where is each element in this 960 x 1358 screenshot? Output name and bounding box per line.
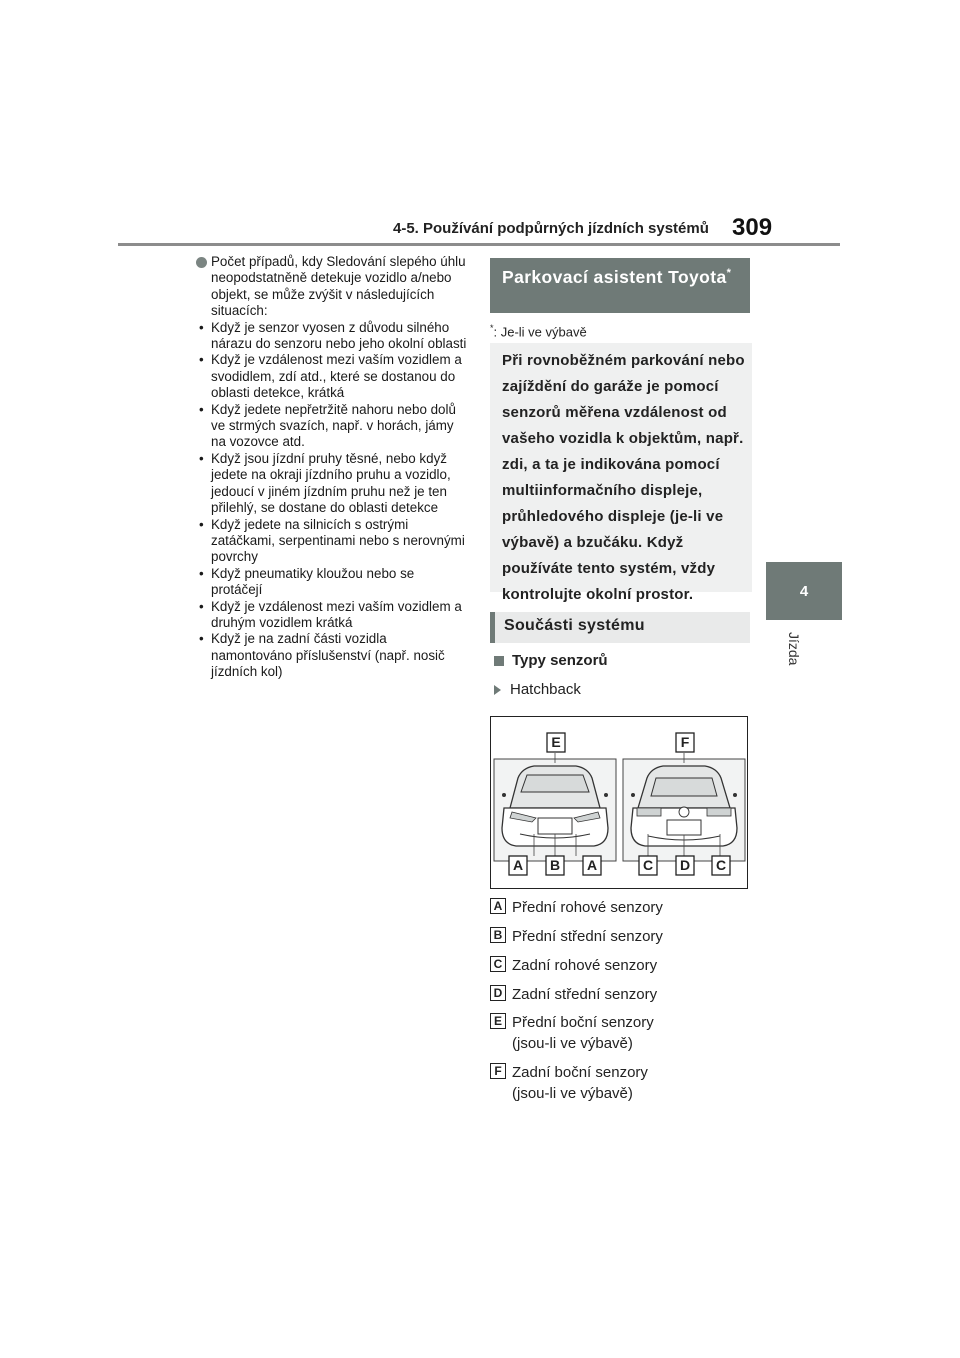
rear-view-car [623, 753, 745, 861]
parts-title: Součásti systému [504, 617, 645, 634]
svg-text:C: C [715, 857, 727, 873]
legend-key: E [490, 1013, 506, 1029]
intro-box [490, 343, 752, 603]
list-item: • Když jedete na silnicích s ostrými zatáčkami, serpentinami nebo s nerovnými povrchy [196, 517, 469, 566]
label-a-left [509, 856, 527, 875]
chapter-tab: 4 [766, 562, 842, 620]
running-header: 4-5. Používání podpůrných jízdních systémů [393, 220, 709, 237]
legend-text: Zadní střední senzory [512, 986, 658, 1003]
situation-list [211, 320, 469, 681]
legend-text: Zadní rohové senzory [512, 957, 658, 974]
variant-label: Hatchback [510, 681, 581, 698]
list-item: • Když je na zadní části vozidla namontováno příslušenství (např. nosič jízdních kol) [196, 631, 469, 680]
left-column [211, 254, 469, 681]
chapter-label [780, 632, 806, 692]
svg-text:B: B [549, 857, 561, 873]
label-c-right [712, 856, 730, 875]
park-title-mark: * [726, 267, 732, 279]
header-rule [118, 243, 840, 246]
list-item: • Když pneumatiky kloužou nebo se protáčejí [196, 566, 469, 599]
list-item: • Když je senzor vyosen z důvodu silného nárazu do senzoru nebo jeho okolní oblasti [196, 320, 469, 353]
legend-item-f [490, 1062, 648, 1104]
label-f [676, 733, 694, 752]
sensor-figure [490, 716, 748, 889]
page-number: 309 [732, 214, 773, 241]
label-d [676, 856, 694, 875]
legend-item-c [490, 955, 657, 976]
legend-text-note: (jsou-li ve výbavě) [512, 1085, 633, 1102]
legend-item-e [490, 1012, 654, 1054]
subheading-sensor-types [494, 652, 608, 669]
front-view-car [494, 753, 616, 861]
legend-key: D [490, 985, 506, 1001]
legend-item-d [490, 984, 657, 1005]
square-bullet-icon [494, 656, 504, 666]
list-item: • Když jedete nepřetržitě nahoru nebo dolů ve strmých svazích, např. v horách, jámy na vozovce atd. [196, 402, 469, 451]
legend-item-a [490, 897, 663, 918]
chapter-label-text: Jízda [786, 632, 802, 666]
label-b [546, 856, 564, 875]
list-item: • Když je vzdálenost mezi vaším vozidlem a svodidlem, zdí atd., které se dostanou do oblasti detekce, krátká [196, 352, 469, 401]
intro-box-text: Při rovnoběžném parkování nebo zajíždění do garáže je pomocí senzorů měřena vzdálenost od vašeho vozidla k objektům, např. zdi, a ta je indikována pomocí multiinformačního displeje, průhledového displeje (je-li ve výbavě) a bzučáku. Když používáte tento systém, vždy kontrolujte okolní prostor. [502, 352, 745, 603]
svg-text:D: D [679, 857, 691, 873]
legend-key: A [490, 898, 506, 914]
legend-text: Přední boční senzory [512, 1014, 654, 1031]
variant-heading [494, 681, 581, 698]
label-c-left [639, 856, 657, 875]
legend-key: C [490, 956, 506, 972]
section-heading-park-assist [490, 258, 750, 313]
park-title: Parkovací asistent Toyota [502, 266, 727, 287]
legend-key: F [490, 1063, 506, 1079]
footnote [490, 323, 587, 339]
list-item: • Když jsou jízdní pruhy těsné, nebo když jedete na okraji jízdního pruhu a vozidlo, jedoucí v jiném jízdním pruhu než je ten přilehlý, se dostane do oblasti detekce [196, 451, 469, 517]
types-title: Typy senzorů [512, 652, 608, 669]
svg-text:E: E [551, 734, 561, 750]
bullet-intro [211, 254, 469, 320]
label-e [547, 733, 565, 752]
triangle-bullet-icon [494, 685, 501, 695]
footnote-mark: * [490, 323, 494, 333]
legend-text: Přední rohové senzory [512, 899, 663, 916]
legend-text: Přední střední senzory [512, 928, 663, 945]
legend-text: Zadní boční senzory [512, 1064, 648, 1081]
footnote-text: : Je-li ve výbavě [493, 324, 587, 340]
svg-text:F: F [680, 734, 690, 750]
svg-text:A: A [512, 857, 524, 873]
svg-text:A: A [586, 857, 598, 873]
intro-text: Počet případů, kdy Sledování slepého úhlu neopodstatněně detekuje vozidlo a/nebo objekt, se může zvýšit v následujících situacích: [211, 254, 466, 319]
sensor-diagram [490, 716, 748, 889]
circle-bullet-icon [196, 257, 207, 268]
legend-key: B [490, 927, 506, 943]
svg-text:C: C [642, 857, 654, 873]
legend-item-b [490, 926, 663, 947]
legend-text-note: (jsou-li ve výbavě) [512, 1035, 633, 1052]
list-item: • Když je vzdálenost mezi vaším vozidlem a druhým vozidlem krátká [196, 599, 469, 632]
label-a-right [583, 856, 601, 875]
section-heading-parts [490, 612, 750, 643]
